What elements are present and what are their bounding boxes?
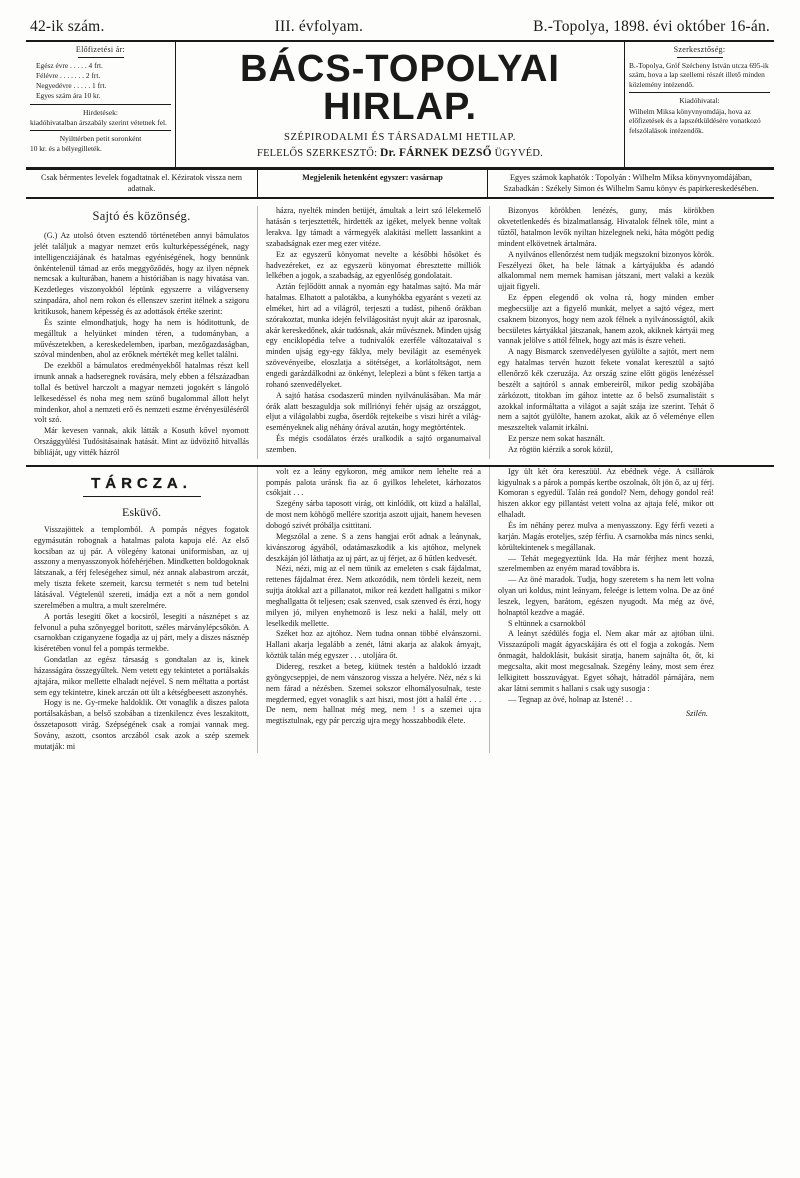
story-paragraph: A leányt szédülés fogja el. Nem akar már az ajtóban ülni. Visszazúpoli magát ágyacskájára és ott el fogja a zokogás. Nem önmagát, haldoklásit, bukásit siratja, hanem sajnálta őt, őt, ki megcsalta, akit most megcsalnak. Szegény leány, most sem érez lelkigitett bosszuvágyat. Egyet sóhajt, hátradöl párnájára, nem akar látni semmit s hallani s csak ugy susogja : — [498, 629, 714, 693]
feuilleton-heading-rule — [83, 496, 201, 497]
subscription-heading: Előfizetési ár: — [75, 45, 126, 54]
article-paragraph: És mégis csodálatos érzés uralkodik a sajtó organumaival szemben. — [266, 434, 481, 454]
volume-number: III. évfolyam. — [274, 18, 364, 35]
article-paragraph: De ezekből a bámulatos eredményekből hatalmas részt kell irnunk annak a hadseregnek rovására, mely ebben a félszázadban tollal és betüvel harczolt a magyar nemzeti jogokért s lángoló lelkesedéssel és noha meg nem szünő bugalommal állott helyt mindenkor, ahol a nemzeti erő és nemzeti eszme érvényesüléséről volt szó. — [34, 361, 249, 425]
feuilleton-section — [26, 467, 774, 753]
issue-number: 42-ik szám. — [30, 18, 105, 35]
article-paragraph: Már kevesen vannak, akik látták a Kosuth kővel nyomott Országgyülési Tudósitásainak hatását. Mint az üdvözitő hitvallás bibliáját, ugy vitték házról — [34, 426, 249, 457]
divider — [629, 92, 770, 93]
story-paragraph: Szegény sárba taposott virág, ott kinlódik, ott küzd a halállal, de most nem köhögő mellére szoritja aszott ujjait, hanem hevesen dobogó szivét próbálja csittitani. — [266, 499, 481, 530]
open-title: Nyilttérben petit soronként — [59, 134, 142, 144]
article-paragraph: A nyilvános ellenőrzést nem tudják megszokni bizonyos körök. Feszélyezi őket, ha bele látnak a kártyájukba és adandó alkalommal nem mernek hamisan játszani, mert valaki a kezük ujjait figyeli. — [498, 249, 714, 292]
publisher-text: Wilhelm Miksa könyvnyomdája, hova az előfizetések és a lapszétküldésére vonatkozó felszólalások intézendők. — [629, 107, 761, 135]
ads-text: kiadóhivatalban árszabály szerint vétetnek fel. — [30, 117, 167, 127]
price-row: Egész évre . . . . . 4 frt. — [36, 61, 103, 70]
story-paragraph: Gondatlan az egész társaság s gondtalan az is, kinek házasságára összegyűltek. Nem vetett egy tekintetet a portálsakás ajtajára, mikor mellette elhaladt nejével. S nem méltatta a portást sem egy tekintetre, kinek arczán ott ült a kétségbeesett aszonyhés. — [34, 655, 249, 697]
article-column-1 — [26, 206, 258, 458]
price-row: Félévre . . . . . . . 2 frt. — [36, 70, 101, 80]
story-paragraph: Igy ült két óra kereszüül. Az ebédnek vége. A csillárok kigyulnak s a párok a pompás kertbe oszolnak, ölt jön ő, az uj férj. Komoran s egyedül. Talán reá gondol? Nem, dehogy gondol reá! hiszen akkor egy pillantást vetett volna az ajtaja felé, mikor ott elhaladt. — [498, 466, 714, 520]
story-paragraph: Hogy is ne. Gy-rmeke haldoklik. Ott vonaglik a diszes palota portálsakásban, a belső szobában a tizenkilencz éves leszakitott, összetaposott virág. Szépségének csak a romjai vannak meg. Sovány, aszott, csontos arczából csak azok a szép szemek mutatják: mi — [34, 698, 249, 751]
story-paragraph: — Tehát megegyeztünk Ida. Ha már férjhez ment hozzá, szerelmemben az enyém marad továbbra is. — [498, 553, 714, 574]
article-paragraph: (G.) Az utolsó ötven esztendő történetében annyi bámulatos jelét találjuk a magyar nemzet erős kulturképességének, nagy intelligencziájának és hatalmas egyéniségének, hogy bennünk önkéntelenül támad az erős meggyőződés, hogy az ilyen népnek nemcsak a kulturában, hanem a históriában is nagy hivatása van. Kezdetleges viszonyokból léptünk egyszerre a világverseny szinpadára, ahol nem rokon és ellenszev szerint itélnek a szigoru kritikusok, hanem képesség és az adottások értéke szerint: — [34, 231, 249, 316]
masthead-block — [26, 42, 774, 168]
ads-title: Hirdetések: — [82, 107, 118, 117]
article-paragraph: Ez az egyszerű könyomat nevelte a későbbi hősöket és hadvezéreket, ez az egyszerü könyomat ébresztette milliók lelkében a jogok, a szabadság, az egyenlőség gondolatait. — [266, 249, 481, 281]
story-paragraph: A portás lesegiti őket a kocsiról, lesegiti a násznépet s az felvonul a puha szőnyeggel boritott, széles márványlépcsőkön. A csarnokban cziganyzene fogadja az uj párt, mely a diszes násznép kiséretében vonul fel a pompás termekbe. — [34, 611, 249, 654]
article-title: Sajtó és közönség. — [92, 209, 191, 224]
notice-bar — [26, 168, 774, 199]
main-article-columns — [26, 206, 774, 458]
editorial-heading: Szerkesztőség: — [673, 45, 726, 54]
article-column-3 — [490, 206, 722, 458]
place-and-date: B.-Topolya, 1898. évi október 16-án. — [533, 18, 770, 35]
editor-suffix: ÜGYVÉD. — [494, 148, 543, 159]
story-signature: Szilén. — [685, 709, 708, 719]
editor-line — [182, 147, 618, 159]
feuilleton-heading: TÁRCZA. — [91, 474, 192, 492]
paper-subtitle: SZÉPIRODALMI ÉS TÁRSADALMI HETILAP. — [284, 132, 516, 143]
story-paragraph: Széket hoz az ajtóhoz. Nem tudna onnan többé elvánszorni. Hallani akarja legalább a zenét, látni akarja az alakok árnyajt, köztük talán még egyszer . . . utoljára őt. — [266, 629, 481, 661]
story-paragraph: Didereg, reszket a beteg, kiütnek testén a haldokló izzadt gyöngycseppjei, de nem vánszorog vissza a helyére. Néz, néz s ki nem fárad a nézésben. Szemei sokszor elhomályosulnak, teste megdermed, egyet vonaglik s azt hiszi, most jött a halál érte . . . De nem, nem hallnat még meg, nem ! s a szemei ujra megtisztulnak, egy pár perczig ujra megy hosszabbodik élete. — [266, 661, 481, 726]
story-paragraph: — Tegnap az övé, holnap az Istené! . . — [508, 694, 633, 704]
story-paragraph: Nézi, nézi, mig az el nem tünik az emeleten s csak fájdalmat, rettenes fájdalmat érez. Nem atkozódik, nem tördeli kezeit, nem sujtja átokkal azt a pillanatot, mikor reá kezdett hallgatni s mikor meghallgatta őt teljesen; csak szenved, csak szenved és érzi, hogy milyen jó, milyen enyhetnoző is lesz neki a halál, mely ott leselkedik mellette. — [266, 564, 481, 628]
page-title: BÁCS-TOPOLYAI HIRLAP. — [240, 48, 560, 128]
editorial-address: B.-Topolya, Gróf Szécheny István utcza 695-ik szám, hova a lap szellemi részét illető minden közlemény intézendő. — [629, 61, 769, 89]
editorial-rule — [677, 57, 723, 58]
subscription-rule — [78, 57, 124, 58]
notice-letters: Csak bérmentes levelek fogadtatnak el. Kéziratok vissza nem adatnak. — [26, 170, 258, 197]
article-paragraph: házra, nyelték minden betüjét, ámultak a leirt szó lélekemelő hatásán s terjesztették, hirdették az igéket, melyek benne voltak lerakva. Igy támadt a vármegyék alakitási mellett lassankint a szabadságnak ezer meg ezer vitéze. — [266, 206, 481, 248]
editor-label: FELELŐS SZERKESZTŐ: — [257, 148, 378, 159]
price-row: Negyedévre . . . . . 1 frt. — [36, 80, 107, 90]
article-paragraph: És szinte elmondhatjuk, hogy ha nem is hóditottunk, de megálltuk a helyünket minden téren, a tudományban, a művészetekben, a kereskedelemben, iparban, mezőgazdaságban, szóval mindenben, ahol az erőknek mértékét meg kellet találni. — [34, 317, 249, 360]
article-paragraph: Ez persze nem sokat használt. — [508, 434, 605, 444]
open-column-info — [30, 134, 171, 153]
open-text: 10 kr. és a bélyegilleték. — [30, 144, 102, 154]
masthead-top-line — [26, 18, 774, 40]
story-title: Esküvő. — [122, 504, 161, 519]
article-column-2 — [258, 206, 490, 458]
story-paragraph: Visszajöttek a templomból. A pompás négyes fogatok egymásután robognak a hatalmas palota kapuja elé. Az első kocsiban az uj pár. A völegény katonai uniformisban, az uj asszony a menyasszonyok hófehérjében. Mindketten boldogoknak látszanak, a férj feleségehez simul, néz annak alabastrom arczát, mely tiszta fekete szemeit, karcsu termetét s nem tud betelni látásával. Végtelenül szereti, imádja ezt a nőt a nem gondol szerelmében a multra, a mult szerelmére. — [34, 524, 249, 610]
advertisement-info — [30, 108, 171, 127]
article-paragraph: Ez éppen elegendő ok volna rá, hogy minden ember megbecsülje azt a figyelő munkát, melyet a sajtó végez, mert csaknem bizonyos, hogy nem azok félnek a nyilvánosságtól, akik becsületes kártyákkal játszanak, hanem azok, akiknek kártyái meg vannak jelölve s attól félnek, hogy azt más is észre veheti. — [498, 293, 714, 346]
notice-availability: Egyes számok kaphatók : Topolyán : Wilhelm Miksa könyvnyomdájában, Szabadkán : Székely Simon és Wilhelm Samu könyv és papirkereskedésében. — [503, 173, 759, 193]
divider — [30, 130, 171, 131]
story-paragraph: — Az öné maradok. Tudja, hogy szeretem s ha nem lett volna olyan uri koldus, mint leányam, feleége is lettem volna. De az öné leszek, legyen, barátom, egészen nyugodt. Ma még az övé, holnaptól kezdve a magáé. — [498, 575, 714, 617]
feuilleton-column-3 — [490, 467, 722, 753]
article-paragraph: A sajtó hatása csodaszerű minden nyilvánulásában. Ma már órák alatt beszaguldja sok millriónyi fehér ujság az országgot, eljut a világolabbi zugba, őserdők rejtekeibe s viszi hirét a világ-eseményeknek alig néhány órával azután, hogy megtörténtek. — [266, 390, 481, 433]
editorial-info — [624, 42, 774, 167]
editor-name: Dr. FÁRNEK DEZSŐ — [380, 147, 492, 159]
story-paragraph: És ím néhány perez mulva a menyasszony. Egy férfi vezeti a karján. Magás eroteljes, szép férfiu. A csarnokba más nincs senki, körültekintenek s megállanak. — [498, 521, 714, 552]
story-paragraph: Megszólal a zene. S a zens hangjai erőt adnak a leánynak, kivánszorog ágyából, odatámaszkodik a kis ajtóhoz, melynek deszkáján jól láthatja az uj párt, az uj férjet, az ő hűtlen kedvesét. — [266, 531, 481, 563]
story-paragraph: S eltünnek a csarnokból — [508, 618, 586, 628]
feuilleton-column-1 — [26, 467, 258, 753]
subscription-info — [26, 42, 176, 167]
feuilleton-column-2 — [258, 467, 490, 753]
article-paragraph: Az rögtön kiérzik a sorok közül, — [508, 444, 613, 454]
article-paragraph: Aztán fejlődött annak a nyomán egy hatalmas sajtó. Ma már hatalmas. Elhatott a palotákba, a kunyhókba egyaránt s vezeti az elméket, hirt ad a világról, terjeszti a tudást, pihenő órákban szórakoztat, munka idején felvilágositást nyujt akár az iparosnak, akár kereskedőnek, akár tudósnak, akár művésznek. Minden ujság egy enciklopédia telve a tudnivalók ezerféle változataival s minden ujság egy-egy fáklya, mely bevilágit az események szövevényeibe, eloszlatja a sötétséget, a korlátoltságot, nem engedi garázdálkodni az önkényt, leleplezi a bünt s féken tartja a rohanó szenvedélyeket. — [266, 282, 481, 389]
masthead-center — [176, 42, 624, 167]
story-paragraph: volt ez a leány egykoron, még amikor nem lehelte reá a pompás palota uránsk fia az ő gyilkos leheletet, kárhozatos csókjait . . . — [266, 466, 481, 498]
article-paragraph: Bizonyos körökben lenézés, guny, más körökben okvetetlenkedés és bizalmatlanság. Hivatalok félnek tőle, mint a tűztől, hatalmon levők nyiltan hizelegnek neki, háta mögött pedig mindent elkövetnek ártalmára. — [498, 206, 714, 248]
article-paragraph: A nagy Bismarck szenvedélyesen gyülölte a sajtót, mert nem egy hatalmas tervén huzott fekete vonalat keresztül a sajtó ellenőrző kék czeruzája. Az ország szine előtt gögös lenézéssel beszélt a sajtóról s annak embereiről, mikor pedig szobájába zárkózott, titokban ím gához intette az ő belső zsurnalistáit s azokkal informáltatta a világot a saját szája ize szerint. Tehát ő nem a sajtót gyülölte, hanem azokat, akik az ő véleménye ellen meszszeltek valamit irkálni. — [498, 347, 714, 433]
price-row: Egyes szám ára 10 kr. — [36, 90, 101, 100]
publisher-title: Kiadóhivatal: — [679, 95, 720, 105]
divider — [30, 104, 171, 105]
notice-frequency: Megjelenik hetenként egyszer: vasárnap — [258, 170, 488, 197]
